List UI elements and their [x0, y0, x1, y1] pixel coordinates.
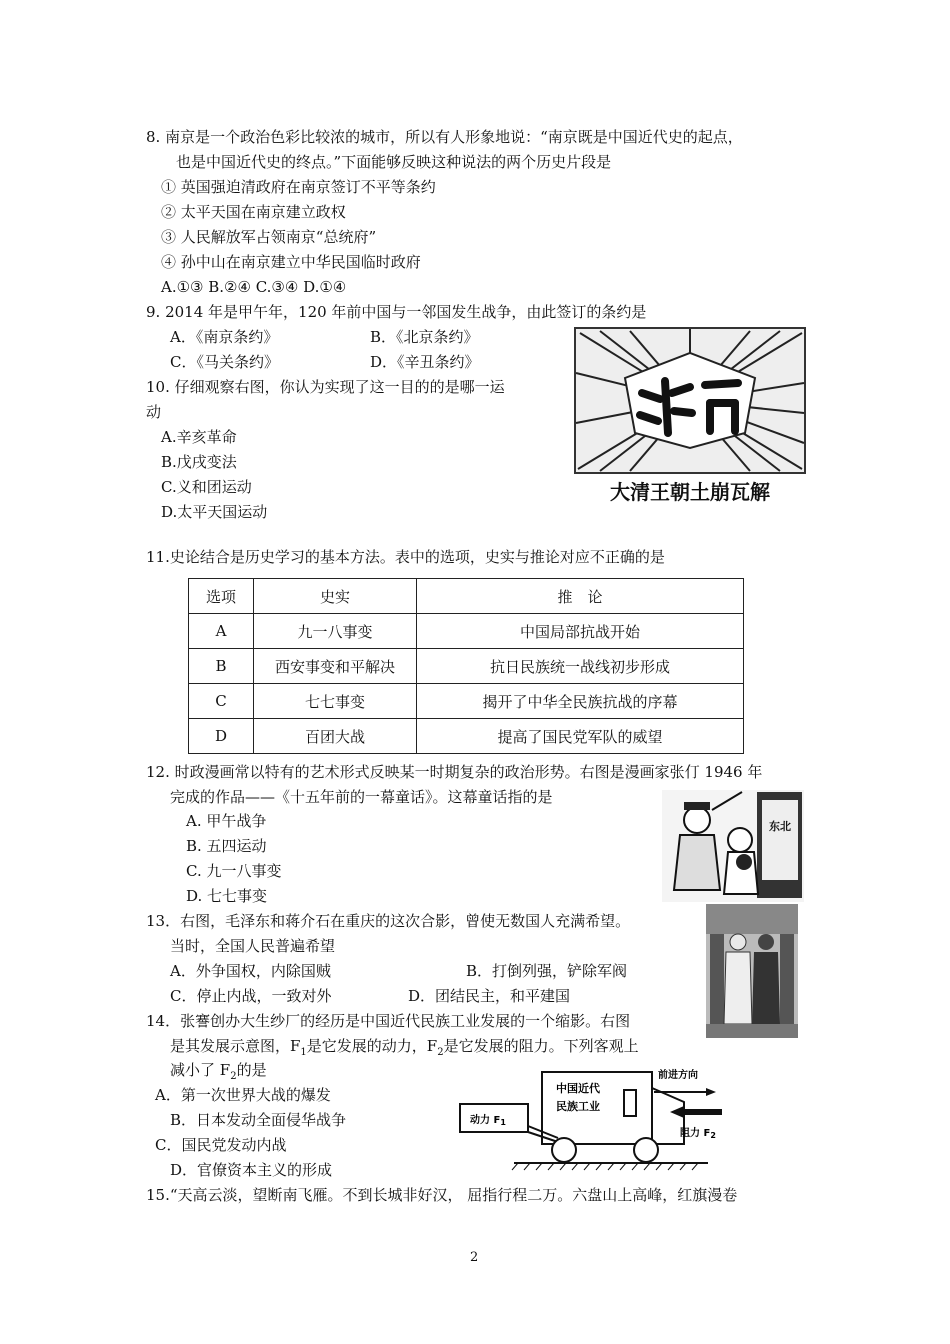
table-cell: 百团大战 — [254, 719, 417, 754]
table-row — [189, 614, 744, 649]
q13-option-c: C．停止内战，一致对外 — [170, 987, 332, 1005]
q8-options: A.①③ B.②④ C.③④ D.①④ — [161, 278, 347, 296]
table-cell: 中国局部抗战开始 — [417, 614, 744, 649]
q13-stem-line1: 13．右图，毛泽东和蒋介石在重庆的这次合影，曾使无数国人充满希望。 — [146, 912, 631, 930]
q10-cartoon-image — [570, 323, 810, 508]
table-header-cell: 史实 — [254, 579, 417, 614]
q8-item-3: ③ 人民解放军占领南京“总统府” — [161, 228, 377, 246]
table-cell: 揭开了中华全民族抗战的序幕 — [417, 684, 744, 719]
table-cell: A — [189, 614, 254, 649]
q12-stem-line1: 12. 时政漫画常以特有的艺术形式反映某一时期复杂的政治形势。右图是漫画家张仃 1946 年 — [146, 763, 763, 781]
cart-force-diagram — [458, 1066, 724, 1172]
table-row — [189, 649, 744, 684]
text-fragment: 的是 — [236, 1061, 267, 1079]
table-header-cell: 选项 — [189, 579, 254, 614]
q11-stem: 11.史论结合是历史学习的基本方法。表中的选项，史实与推论对应不正确的是 — [146, 548, 665, 566]
q13-option-d: D．团结民主，和平建国 — [408, 987, 571, 1005]
q10-stem-line2: 动 — [146, 403, 162, 421]
table-cell: 提高了国民党军队的威望 — [417, 719, 744, 754]
table-cell: B — [189, 649, 254, 684]
q10-option-b: B.戊戌变法 — [161, 453, 237, 471]
table-row — [189, 684, 744, 719]
q13-photo-image — [706, 904, 798, 1038]
text-fragment: 是它发展的阻力。下列客观上 — [443, 1037, 639, 1055]
table-cell: 九一八事变 — [254, 614, 417, 649]
q9-option-a: A．《南京条约》 — [170, 328, 279, 346]
diagram-cart-line2: 民族工业 — [556, 1100, 600, 1113]
q11-table — [188, 578, 744, 754]
q13-option-a: A．外争国权，内除国贼 — [170, 962, 331, 980]
table-cell: D — [189, 719, 254, 754]
q10-option-a: A.辛亥革命 — [161, 428, 237, 446]
q12-cartoon-image — [662, 790, 804, 902]
diagram-cart-line1: 中国近代 — [556, 1082, 600, 1095]
subscript: 1 — [500, 1118, 506, 1127]
diagram-force2-label — [680, 1126, 716, 1140]
cart-wheel — [552, 1138, 576, 1162]
q8-item-1: ① 英国强迫清政府在南京签订不平等条约 — [161, 178, 436, 196]
q14-force-diagram — [458, 1066, 724, 1172]
q12-option-a: A. 甲午战争 — [186, 812, 267, 830]
q14-stem-line3 — [170, 1060, 267, 1087]
q10-option-c: C.义和团运动 — [161, 478, 252, 496]
q12-option-c: C. 九一八事变 — [186, 862, 282, 880]
cartoon-figures-illustration — [662, 790, 804, 902]
table-cell: 七七事变 — [254, 684, 417, 719]
q14-option-a: A．第一次世界大战的爆发 — [155, 1086, 331, 1104]
subscript: 2 — [230, 1071, 237, 1082]
q14-option-d: D．官僚资本主义的形成 — [170, 1161, 333, 1179]
q10-option-d: D.太平天国运动 — [161, 503, 268, 521]
q12-option-d: D. 七七事变 — [186, 887, 268, 905]
q9-stem: 9. 2014 年是甲午年，120 年前中国与一邻国发生战争，由此签订的条约是 — [146, 303, 647, 321]
q9-option-d: D．《辛丑条约》 — [370, 353, 480, 371]
table-cell: C — [189, 684, 254, 719]
page-number: 2 — [470, 1250, 479, 1265]
cartoon-explosion-illustration — [570, 323, 810, 508]
q14-stem-line1: 14．张謇创办大生纱厂的经历是中国近代民族工业发展的一个缩影。右图 — [146, 1012, 631, 1030]
q14-option-b: B．日本发动全面侵华战争 — [170, 1111, 347, 1129]
q8-stem-line2: 也是中国近代史的终点。”下面能够反映这种说法的两个历史片段是 — [176, 153, 612, 171]
historical-photo-illustration — [706, 904, 798, 1038]
q8-stem-line1: 8. 南京是一个政治色彩比较浓的城市，所以有人形象地说：“南京既是中国近代史的起点， — [146, 128, 743, 146]
table-row — [189, 719, 744, 754]
q13-option-b: B．打倒列强，铲除军阀 — [466, 962, 628, 980]
q12-image-label: 东北 — [769, 820, 791, 833]
text-fragment: 是它发展的动力，F — [306, 1037, 438, 1055]
text-fragment: 是其发展示意图，F — [170, 1037, 301, 1055]
cart-wheel — [634, 1138, 658, 1162]
table-cell: 西安事变和平解决 — [254, 649, 417, 684]
q12-stem-line2: 完成的作品——《十五年前的一幕童话》。这幕童话指的是 — [170, 788, 553, 806]
q15-stem: 15.“天高云淡，望断南飞雁。不到长城非好汉， 屈指行程二万。六盘山上高峰，红旗漫卷 — [146, 1186, 738, 1204]
subscript: 2 — [710, 1131, 716, 1140]
q9-option-b: B．《北京条约》 — [370, 328, 479, 346]
q14-option-c: C．国民党发动内战 — [155, 1136, 287, 1154]
q14-stem-line2 — [170, 1036, 639, 1063]
q13-stem-line2: 当时，全国人民普遍希望 — [170, 937, 336, 955]
q9-option-c: C．《马关条约》 — [170, 353, 279, 371]
text-fragment: 减小了 F — [170, 1061, 231, 1079]
q8-item-4: ④ 孙中山在南京建立中华民国临时政府 — [161, 253, 421, 271]
q10-stem-line1: 10. 仔细观察右图，你认为实现了这一目的的是哪一运 — [146, 378, 505, 396]
text-fragment: 动力 F — [470, 1115, 501, 1126]
subscript: 2 — [437, 1047, 444, 1058]
table-header-row — [189, 579, 744, 614]
text-fragment: 阻力 F — [680, 1128, 711, 1139]
table-header-cell: 推 论 — [417, 579, 744, 614]
q12-option-b: B. 五四运动 — [186, 837, 267, 855]
diagram-forward-label: 前进方向 — [658, 1070, 698, 1081]
table-cell: 抗日民族统一战线初步形成 — [417, 649, 744, 684]
q10-image-caption: 大清王朝土崩瓦解 — [610, 480, 770, 504]
q8-item-2: ② 太平天国在南京建立政权 — [161, 203, 346, 221]
subscript: 1 — [300, 1047, 307, 1058]
